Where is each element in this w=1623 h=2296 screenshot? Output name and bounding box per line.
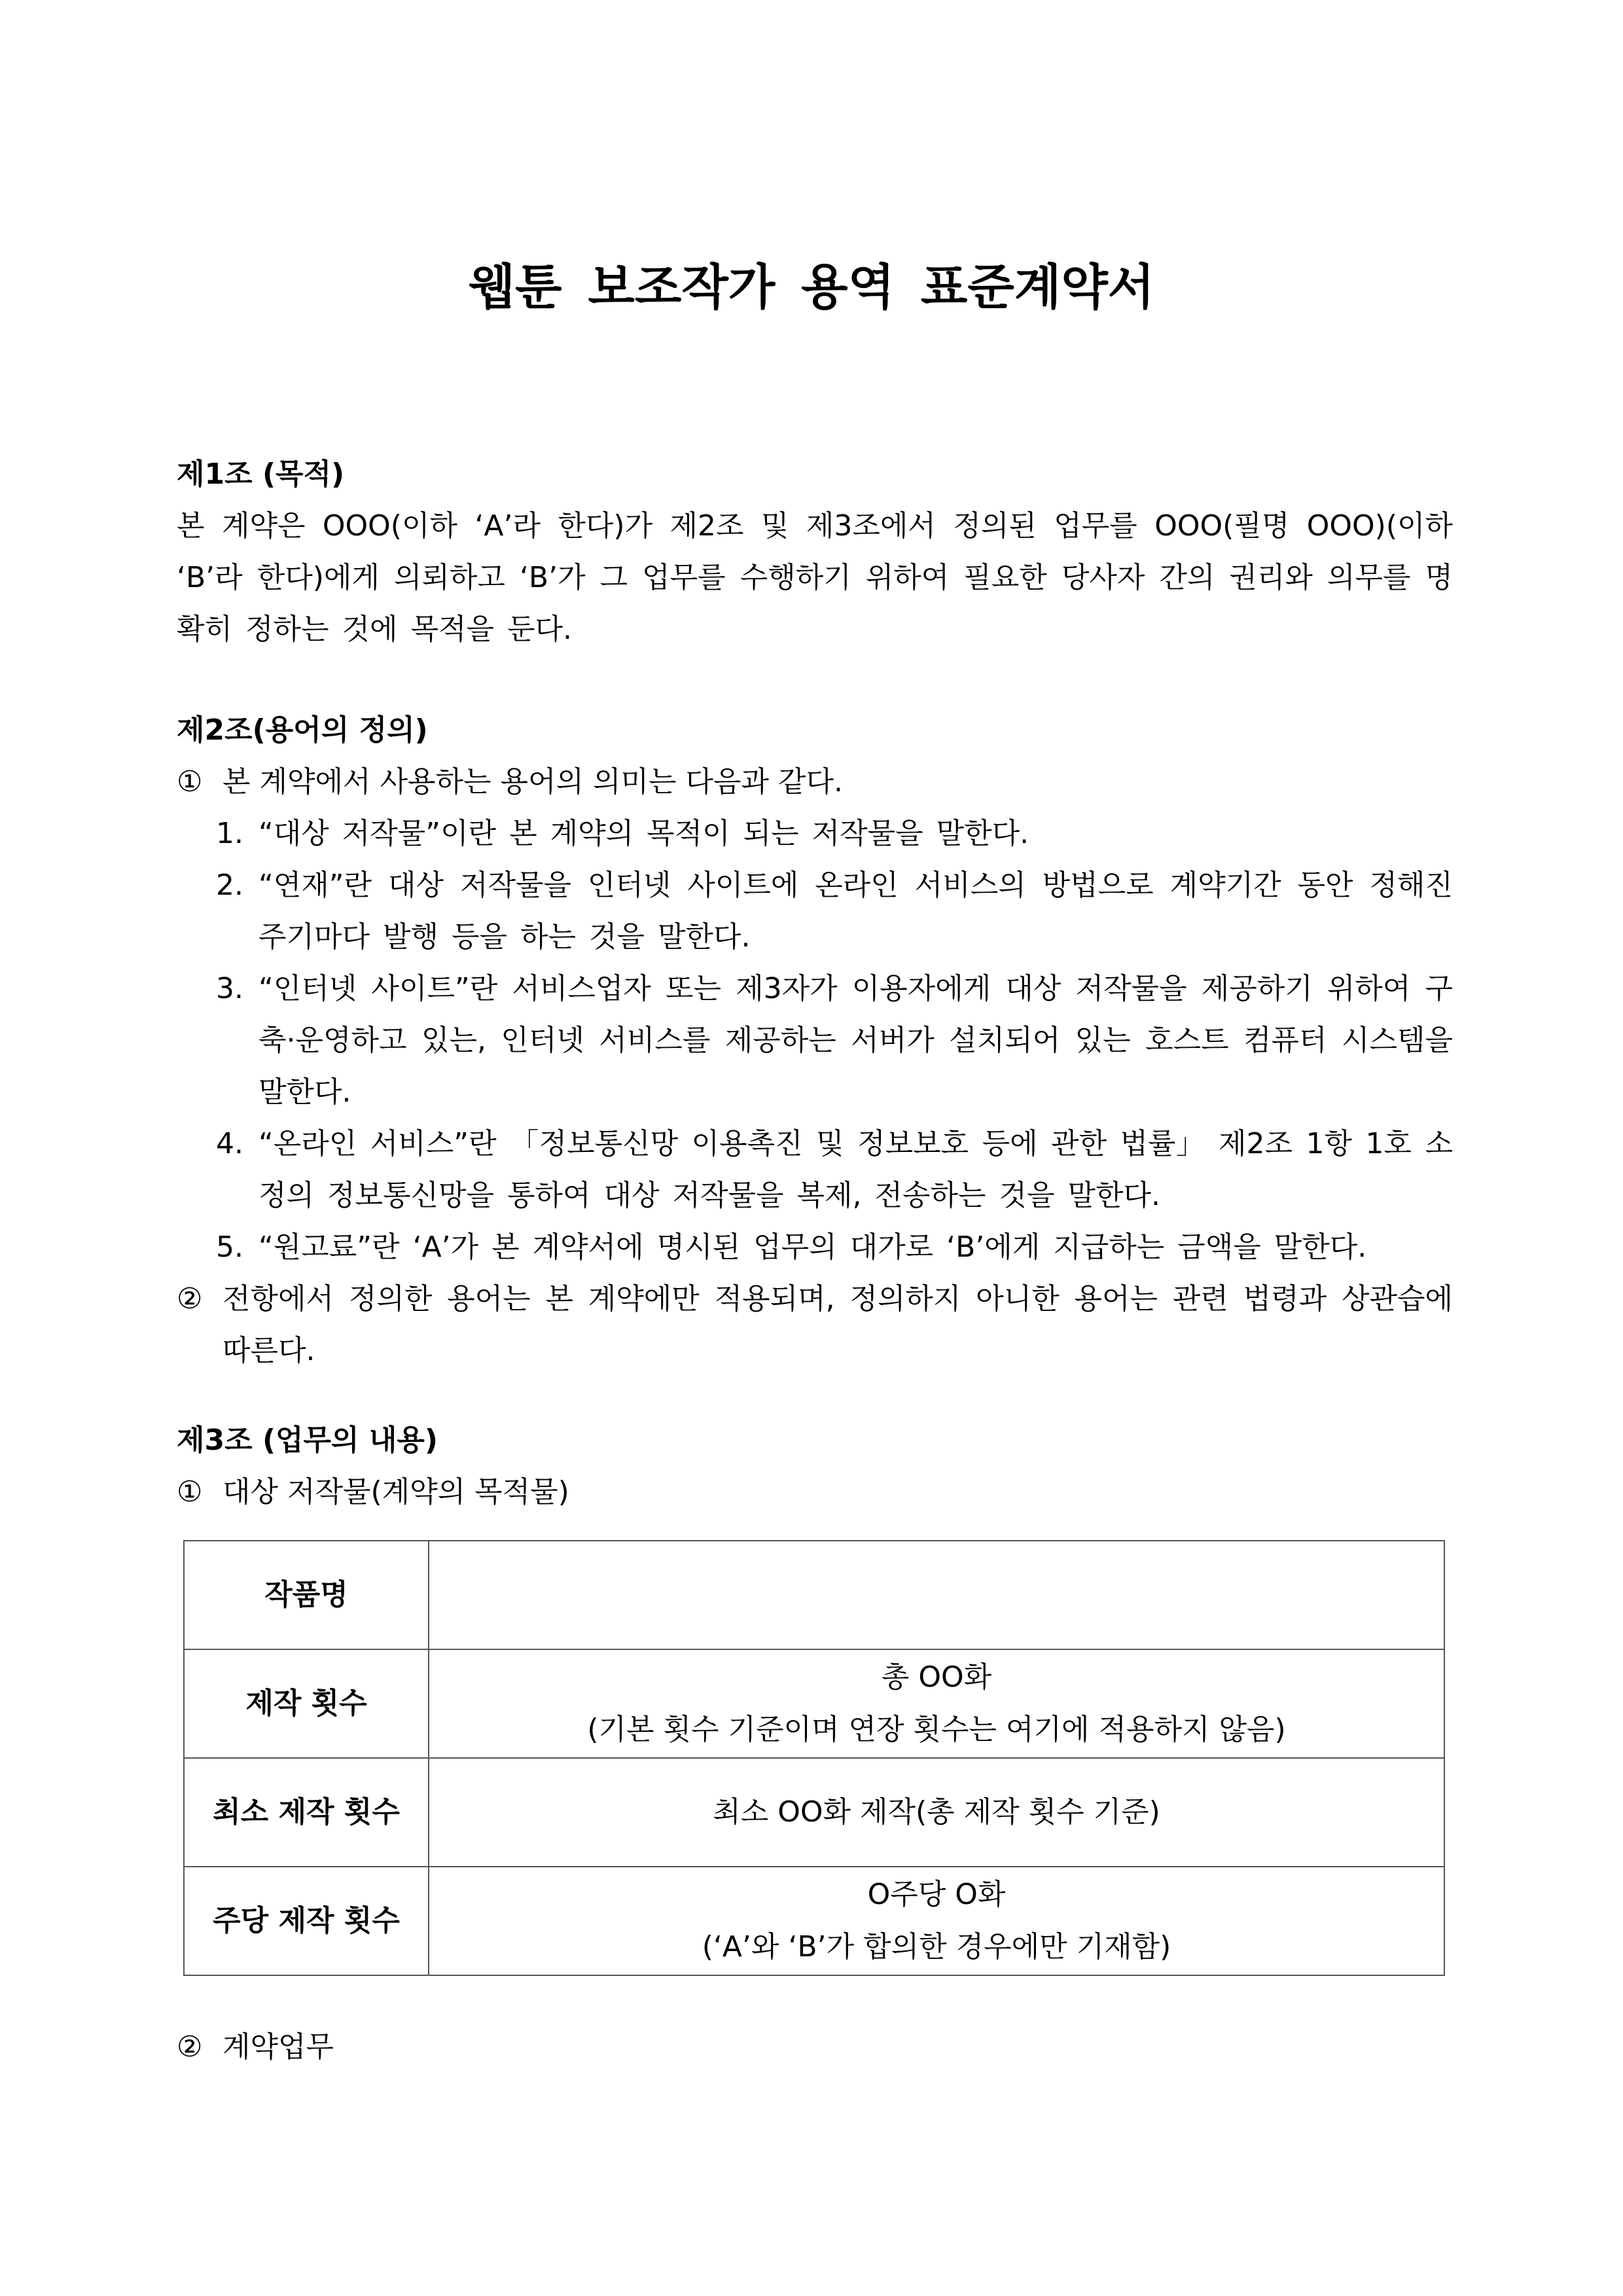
- article-1-text: 본 계약은 OOO(이하 ‘A’라 한다)가 제2조 및 제3조에서 정의된 업무를 OOO(필명 OOO)(이하 ‘B’라 한다)에게 의뢰하고 ‘B’가 그 업무를 수행하기 위하여 필요한 당사자 간의 권리와 의무를 명확히 정하는 것에 목적을 둔다.: [177, 509, 1453, 646]
- table-label: 주당 제작 횟수: [184, 1867, 429, 1975]
- article-2-clause-1: [177, 756, 1453, 808]
- item-number: 4.: [216, 1127, 243, 1160]
- value-line: (기본 횟수 기준이며 연장 횟수는 여기에 적용하지 않음): [587, 1713, 1286, 1746]
- article-3: [177, 1414, 1453, 1518]
- table-value: [429, 1541, 1444, 1649]
- item-text: “온라인 서비스”란 「정보통신망 이용촉진 및 정보보호 등에 관한 법률」 제2조 1항 1호 소정의 정보통신망을 통하여 대상 저작물을 복제, 전송하는 것을 말한다.: [259, 1127, 1453, 1212]
- item-number: 5.: [216, 1230, 243, 1264]
- definition-item: [177, 1221, 1453, 1273]
- article-1: [177, 448, 1453, 655]
- clause-marker: ①: [177, 1475, 203, 1509]
- table-row: [184, 1649, 1444, 1758]
- clause-marker: ②: [177, 1282, 203, 1316]
- table-label: 작품명: [184, 1541, 429, 1649]
- item-text: “원고료”란 ‘A’가 본 계약서에 명시된 업무의 대가로 ‘B’에게 지급하는 금액을 말한다.: [259, 1230, 1367, 1264]
- definition-item: [177, 808, 1453, 859]
- table-row: [184, 1867, 1444, 1975]
- article-3-heading: 제3조 (업무의 내용): [177, 1424, 438, 1457]
- item-text: “인터넷 사이트”란 서비스업자 또는 제3자가 이용자에게 대상 저작물을 제공하기 위하여 구축·운영하고 있는, 인터넷 서비스를 제공하는 서버가 설치되어 있는 호스트 컴퓨터 시스템을 말한다.: [259, 972, 1453, 1109]
- table-row: [184, 1541, 1444, 1649]
- article-2-clause-2: [177, 1273, 1453, 1376]
- value-line: 최소 OO화 제작(총 제작 횟수 기준): [713, 1795, 1160, 1829]
- value-line: (‘A’와 ‘B’가 합의한 경우에만 기재함): [702, 1930, 1171, 1964]
- document-title: 웹툰 보조작가 용역 표준계약서: [468, 259, 1155, 315]
- clause-text: 본 계약에서 사용하는 용어의 의미는 다음과 같다.: [223, 765, 843, 798]
- definition-item: [177, 1118, 1453, 1221]
- table-value: [429, 1649, 1444, 1758]
- article-3-clause-1: [177, 1466, 1453, 1518]
- article-1-heading: 제1조 (목적): [177, 457, 345, 491]
- table-value: [429, 1867, 1444, 1975]
- item-number: 3.: [216, 972, 243, 1005]
- article-2: [177, 704, 1453, 1376]
- article-3-clause-2-block: [177, 2021, 1453, 2073]
- table-label: 최소 제작 횟수: [184, 1758, 429, 1867]
- definition-item: [177, 859, 1453, 963]
- table-label: 제작 횟수: [184, 1649, 429, 1758]
- value-line: O주당 O화: [867, 1878, 1006, 1911]
- value-line: 총 OO화: [881, 1660, 992, 1694]
- item-number: 1.: [216, 817, 243, 850]
- item-text: “대상 저작물”이란 본 계약의 목적이 되는 저작물을 말한다.: [259, 817, 1029, 850]
- clause-text: 계약업무: [223, 2030, 334, 2064]
- definition-item: [177, 963, 1453, 1118]
- article-2-heading: 제2조(용어의 정의): [177, 713, 428, 747]
- clause-text: 전항에서 정의한 용어는 본 계약에만 적용되며, 정의하지 아니한 용어는 관련 법령과 상관습에 따른다.: [223, 1282, 1453, 1367]
- clause-marker: ①: [177, 765, 203, 798]
- clause-text: 대상 저작물(계약의 목적물): [223, 1475, 569, 1509]
- work-info-table: [183, 1540, 1445, 1976]
- item-text: “연재”란 대상 저작물을 인터넷 사이트에 온라인 서비스의 방법으로 계약기간 동안 정해진 주기마다 발행 등을 하는 것을 말한다.: [259, 869, 1453, 954]
- clause-marker: ②: [177, 2030, 203, 2064]
- table-row: [184, 1758, 1444, 1867]
- item-number: 2.: [216, 869, 243, 902]
- table-value: [429, 1758, 1444, 1867]
- article-3-clause-2: [177, 2021, 1453, 2073]
